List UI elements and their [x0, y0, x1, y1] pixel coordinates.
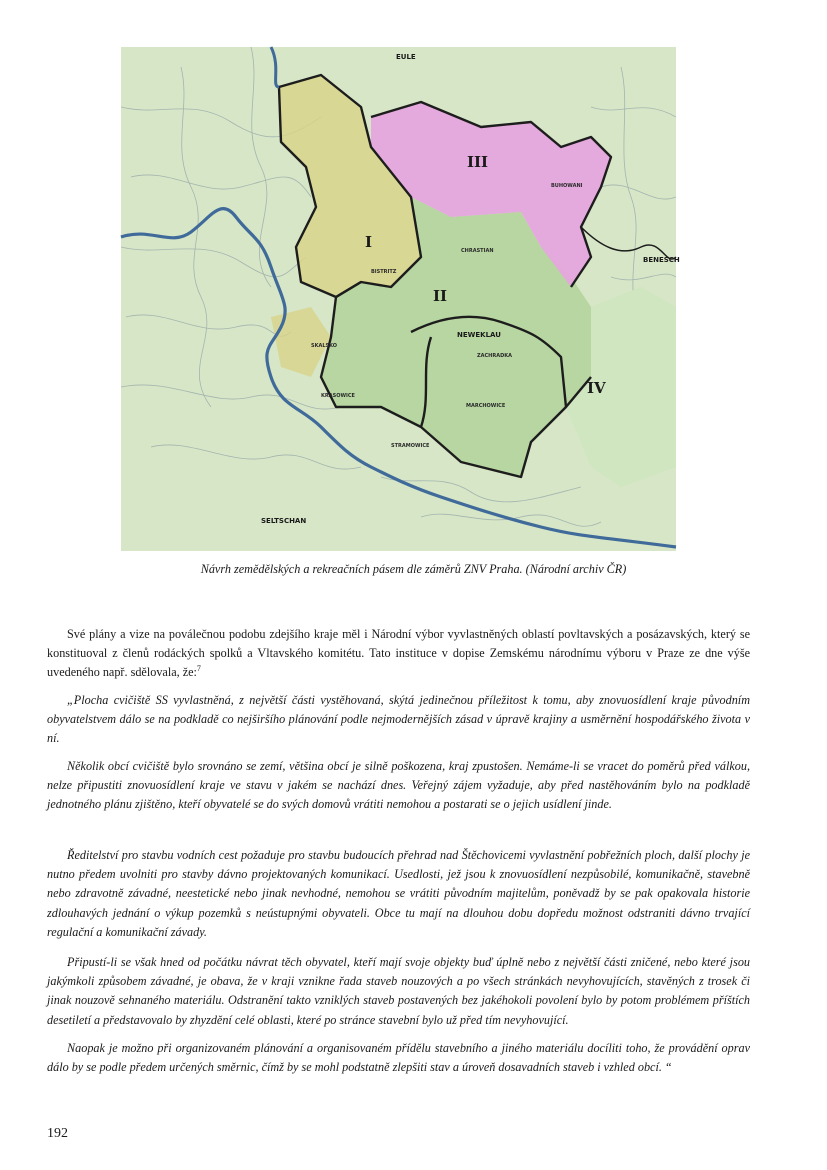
quote-paragraph-1: „Plocha cvičiště SS vyvlastněná, z největší části vystěhovaná, skýtá jedinečnou příležitost k tomu, aby znovuosídlení kraje původním obyvatelstvem dálo se na podkladě co nejširšího plánování podle nejmodernějších zásad v úpravě krajiny a usměrnění hospodářského života v ní.	[47, 693, 750, 746]
map-image	[121, 47, 680, 551]
place-label: EULE	[396, 53, 416, 61]
zone-label-ii: II	[433, 287, 448, 305]
figure-caption: Návrh zemědělských a rekreačních pásem dle záměrů ZNV Praha. (Národní archiv ČR)	[200, 562, 627, 576]
place-label: ZACHRADKA	[477, 353, 512, 359]
place-label: BISTRITZ	[371, 269, 397, 275]
place-label: BUHOWANI	[551, 183, 583, 189]
quote-paragraph-5: Naopak je možno při organizovaném plánování a organisovaném přídělu stavebního a jiného materiálu docíliti toho, že provádění oprav dálo by se podle předem určených směrnic, čímž by se mohl podstatně zlepšiti stav a úroveň dosavadních staveb i vzhled obcí. “	[47, 1041, 750, 1075]
place-label: BENESCH	[643, 256, 680, 264]
place-label: SKALSKO	[311, 343, 338, 349]
page-number: 192	[47, 1126, 68, 1141]
place-label: STRAMOWICE	[391, 443, 430, 449]
zone-label-iii: III	[467, 153, 489, 171]
zone-label-i: I	[365, 233, 373, 251]
place-label: NEWEKLAU	[457, 331, 501, 339]
place-label: CHRASTIAN	[461, 248, 494, 254]
zone-label-iv: IV	[587, 379, 606, 397]
place-label: SELTSCHAN	[261, 517, 307, 525]
quote-paragraph-2: Několik obcí cvičiště bylo srovnáno se zemí, většina obcí je silně poškozena, kraj zpustošen. Nemáme-li se vracet do poměrů před válkou, nelze připustiti znovuosídlení kraje ve stavu v jakém se nachází dnes. Veřejný zájem vyžaduje, aby před nastěhováním bylo na podkladě jednotného plánu zjištěno, kteří obyvatelé se do svých domovů vrátiti nemohou a postarati se o jejich usídlení jinde.	[47, 759, 750, 812]
place-label: MARCHOWICE	[466, 403, 506, 409]
footnote-marker: 7	[196, 664, 201, 674]
quote-paragraph-3: Ředitelství pro stavbu vodních cest požaduje pro stavbu budoucích přehrad nad Štěchovicemi vyvlastnění pobřežních ploch, další plochy je nutno předem uvolniti pro stavby dávno projektovaných komunikací. Usedlosti, jež jsou k znovuosídlení nezpůsobilé, komunikačně, stavebně nebo zdravotně závadné, neestetické nebo jinak nevhodné, nemohou se vrátiti původním majitelům, poněvadž by se pak opakovala historie zdlouhavých jednání o výkup pozemků s neústupnými obyvateli. Obce tu mají na dlouhou dobu dopředu možnost odstraniti dávno trvající regulační a komunikační závady.	[47, 848, 750, 939]
intro-paragraph	[47, 625, 750, 683]
zones-map	[121, 47, 680, 551]
quote-paragraph-4: Připustí-li se však hned od počátku návrat těch obyvatel, kteří mají svoje objekty buď úplně nebo z největší části zničené, nebo které jsou jakýmkoli způsobem závadné, je obava, že v kraji vznikne řada staveb nouzových a po všech stránkách nevyhovujících, stavěných z trosek či jinak nouzově sehnaného materiálu. Odstranění takto vzniklých staveb postavených bez jakéhokoli povolení bylo by potom problémem příštích desetiletí a představovalo by zhyzdění celé oblasti, které po stránce stavební bylo už před tím nevyhovující.	[47, 955, 750, 1027]
place-label: KRASOWICE	[321, 393, 355, 399]
intro-paragraph-text: Své plány a vize na poválečnou podobu zdejšího kraje měl i Národní výbor vyvlastněných oblastí povltavských a posázavských, který se konstituoval z členů rodáckých spolků a Vltavského komitétu. Tato instituce v dopise Zemskému národnímu výboru v Praze ze dne výše uvedeného např. sdělovala, že:	[47, 627, 750, 680]
